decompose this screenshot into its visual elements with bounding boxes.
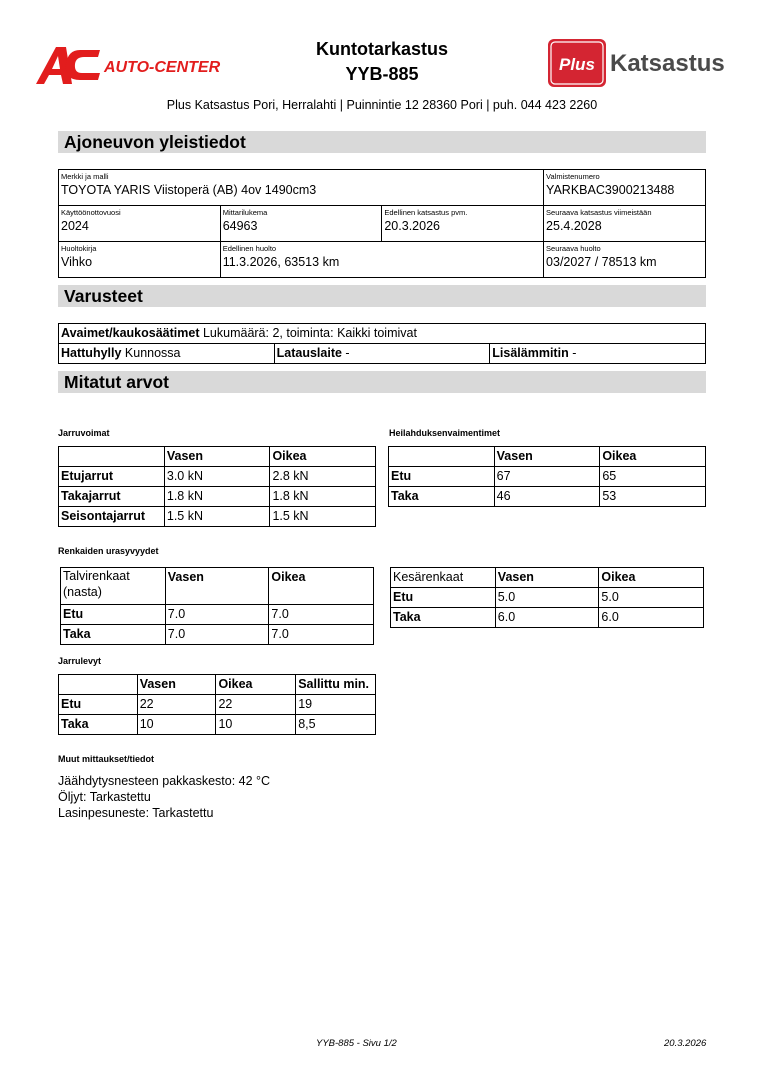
license-plate: YYB-885 (345, 64, 419, 84)
row-label: Taka (61, 625, 166, 645)
prev-service-cell (220, 242, 543, 278)
table-header-row (59, 675, 376, 695)
header-cell: Vasen (137, 675, 216, 695)
document-title: Kuntotarkastus (315, 39, 449, 59)
table-cell: 3.0 kN (164, 467, 270, 487)
next-service-value: 03/2027 / 78513 km (546, 255, 657, 269)
footer-date: 20.3.2026 (664, 1038, 707, 1049)
table-cell: 1.8 kN (270, 487, 376, 507)
accessories-table (58, 323, 706, 364)
section-heading-general: Ajoneuvon yleistiedot (58, 131, 706, 153)
header-cell (59, 447, 165, 467)
table-row (59, 715, 376, 735)
charger-value: - (341, 346, 350, 360)
table-cell: 1.8 kN (164, 487, 270, 507)
odometer-value: 64963 (222, 219, 258, 233)
service-book-value: Vihko (61, 255, 93, 269)
vin-value: YARKBAC3900213488 (546, 183, 675, 197)
charger-cell (274, 344, 490, 364)
table-header-row (59, 447, 376, 467)
header-cell: Talvirenkaat (nasta) (61, 568, 166, 605)
table-cell: 6.0 (599, 608, 704, 628)
charger-label: Latauslaite (276, 346, 342, 360)
row-label: Etu (61, 605, 166, 625)
header-cell: Vasen (494, 447, 600, 467)
footer-page: YYB-885 - Sivu 1/2 (316, 1038, 397, 1049)
table-row (391, 608, 704, 628)
table-cell: 5.0 (495, 588, 599, 608)
header-cell: Vasen (165, 568, 269, 605)
row-label: Seisontajarrut (59, 507, 165, 527)
odometer-label: Mittarilukema (222, 208, 268, 217)
header-cell: Oikea (269, 568, 374, 605)
table-cell: 1.5 kN (270, 507, 376, 527)
keys-label: Avaimet/kaukosäätimet (61, 326, 200, 340)
row-label: Taka (391, 608, 496, 628)
service-book-cell (59, 242, 221, 278)
header-cell: Vasen (164, 447, 270, 467)
row-label: Etu (391, 588, 496, 608)
first-use-label: Käyttöönottovuosi (61, 208, 121, 217)
next-inspection-cell (544, 206, 706, 242)
first-use-cell (59, 206, 221, 242)
next-inspection-value: 25.4.2028 (546, 219, 602, 233)
row-label: Etu (389, 467, 495, 487)
discs-title: Jarrulevyt (58, 656, 102, 666)
general-info-table (58, 169, 706, 278)
header-cell: Oikea (270, 447, 376, 467)
prev-inspection-label: Edellinen katsastus pvm. (384, 208, 468, 217)
table-cell: 10 (137, 715, 216, 735)
table-cell: 8,5 (296, 715, 376, 735)
header-cell: Oikea (216, 675, 296, 695)
make-model-label: Merkki ja malli (61, 172, 109, 181)
row-label: Etu (59, 695, 138, 715)
header-cell: Oikea (600, 447, 706, 467)
vin-label: Valmistenumero (546, 172, 600, 181)
shelf-cell (59, 344, 275, 364)
table-cell: 10 (216, 715, 296, 735)
header-cell: Vasen (495, 568, 599, 588)
table-row (389, 487, 706, 507)
summer-tires-table (390, 567, 704, 628)
table-cell: 65 (600, 467, 706, 487)
table-row (59, 507, 376, 527)
brake-discs-table (58, 674, 376, 735)
table-cell: 19 (296, 695, 376, 715)
other-measurements-title: Muut mittaukset/tiedot (58, 754, 154, 764)
table-row (59, 467, 376, 487)
table-cell: 22 (137, 695, 216, 715)
station-address: Plus Katsastus Pori, Herralahti | Puinnintie 12 28360 Pori | puh. 044 423 2260 (166, 98, 598, 112)
table-header-row (391, 568, 704, 588)
header-cell: Sallittu min. (296, 675, 376, 695)
make-model-value: TOYOTA YARIS Viistoperä (AB) 4ov 1490cm3 (61, 183, 317, 197)
section-heading-measured: Mitatut arvot (58, 371, 706, 393)
heater-label: Lisälämmitin (492, 346, 569, 360)
auto-center-logo-text: AUTO-CENTER (104, 59, 221, 76)
heater-cell (490, 344, 706, 364)
other-line-washer: Lasinpesuneste: Tarkastettu (58, 806, 214, 820)
other-measurements (58, 773, 270, 821)
section-heading-accessories: Varusteet (58, 285, 706, 307)
table-cell: 6.0 (495, 608, 599, 628)
table-cell: 7.0 (165, 625, 269, 645)
row-label: Etujarrut (59, 467, 165, 487)
header-cell (59, 675, 138, 695)
service-book-label: Huoltokirja (61, 244, 97, 253)
plus-katsastus-logo (547, 38, 729, 88)
table-cell: 46 (494, 487, 600, 507)
prev-service-value: 11.3.2026, 63513 km (222, 255, 340, 269)
katsastus-logo-text: Katsastus (610, 50, 725, 77)
table-cell: 7.0 (269, 605, 374, 625)
table-cell: 2.8 kN (270, 467, 376, 487)
prev-inspection-cell (382, 206, 544, 242)
winter-tires-table (60, 567, 374, 645)
make-model-cell (59, 170, 544, 206)
keys-cell (59, 324, 706, 344)
table-cell: 67 (494, 467, 600, 487)
brakes-title: Jarruvoimat (58, 428, 110, 438)
plus-logo-text: Plus (559, 55, 595, 74)
prev-service-label: Edellinen huolto (222, 244, 277, 253)
prev-inspection-value: 20.3.2026 (384, 219, 440, 233)
table-row (389, 467, 706, 487)
tread-title: Renkaiden urasyvyydet (58, 546, 159, 556)
other-line-coolant: Jäähdytysnesteen pakkaskesto: 42 °C (58, 774, 271, 788)
table-header-row (61, 568, 374, 605)
table-cell: 7.0 (269, 625, 374, 645)
header-cell: Oikea (599, 568, 704, 588)
row-label: Taka (389, 487, 495, 507)
shelf-label: Hattuhylly (61, 346, 122, 360)
brakes-table (58, 446, 376, 527)
table-row (59, 487, 376, 507)
table-cell: 22 (216, 695, 296, 715)
odometer-cell (220, 206, 382, 242)
first-use-value: 2024 (61, 219, 89, 233)
header-cell (389, 447, 495, 467)
keys-value: Lukumäärä: 2, toiminta: Kaikki toimivat (199, 326, 417, 340)
table-row (59, 695, 376, 715)
next-inspection-label: Seuraava katsastus viimeistään (546, 208, 652, 217)
shelf-value: Kunnossa (121, 346, 181, 360)
shocks-table (388, 446, 706, 507)
table-row (61, 605, 374, 625)
row-label: Taka (59, 715, 138, 735)
other-line-oils: Öljyt: Tarkastettu (58, 790, 151, 804)
vin-cell (544, 170, 706, 206)
header-cell: Kesärenkaat (391, 568, 496, 588)
heater-value: - (568, 346, 577, 360)
table-cell: 7.0 (165, 605, 269, 625)
table-row (61, 625, 374, 645)
table-row (391, 588, 704, 608)
table-cell: 53 (600, 487, 706, 507)
table-header-row (389, 447, 706, 467)
next-service-cell (544, 242, 706, 278)
shocks-title: Heilahduksenvaimentimet (389, 428, 501, 438)
table-cell: 1.5 kN (164, 507, 270, 527)
next-service-label: Seuraava huolto (546, 244, 601, 253)
table-cell: 5.0 (599, 588, 704, 608)
auto-center-logo (34, 44, 224, 88)
row-label: Takajarrut (59, 487, 165, 507)
